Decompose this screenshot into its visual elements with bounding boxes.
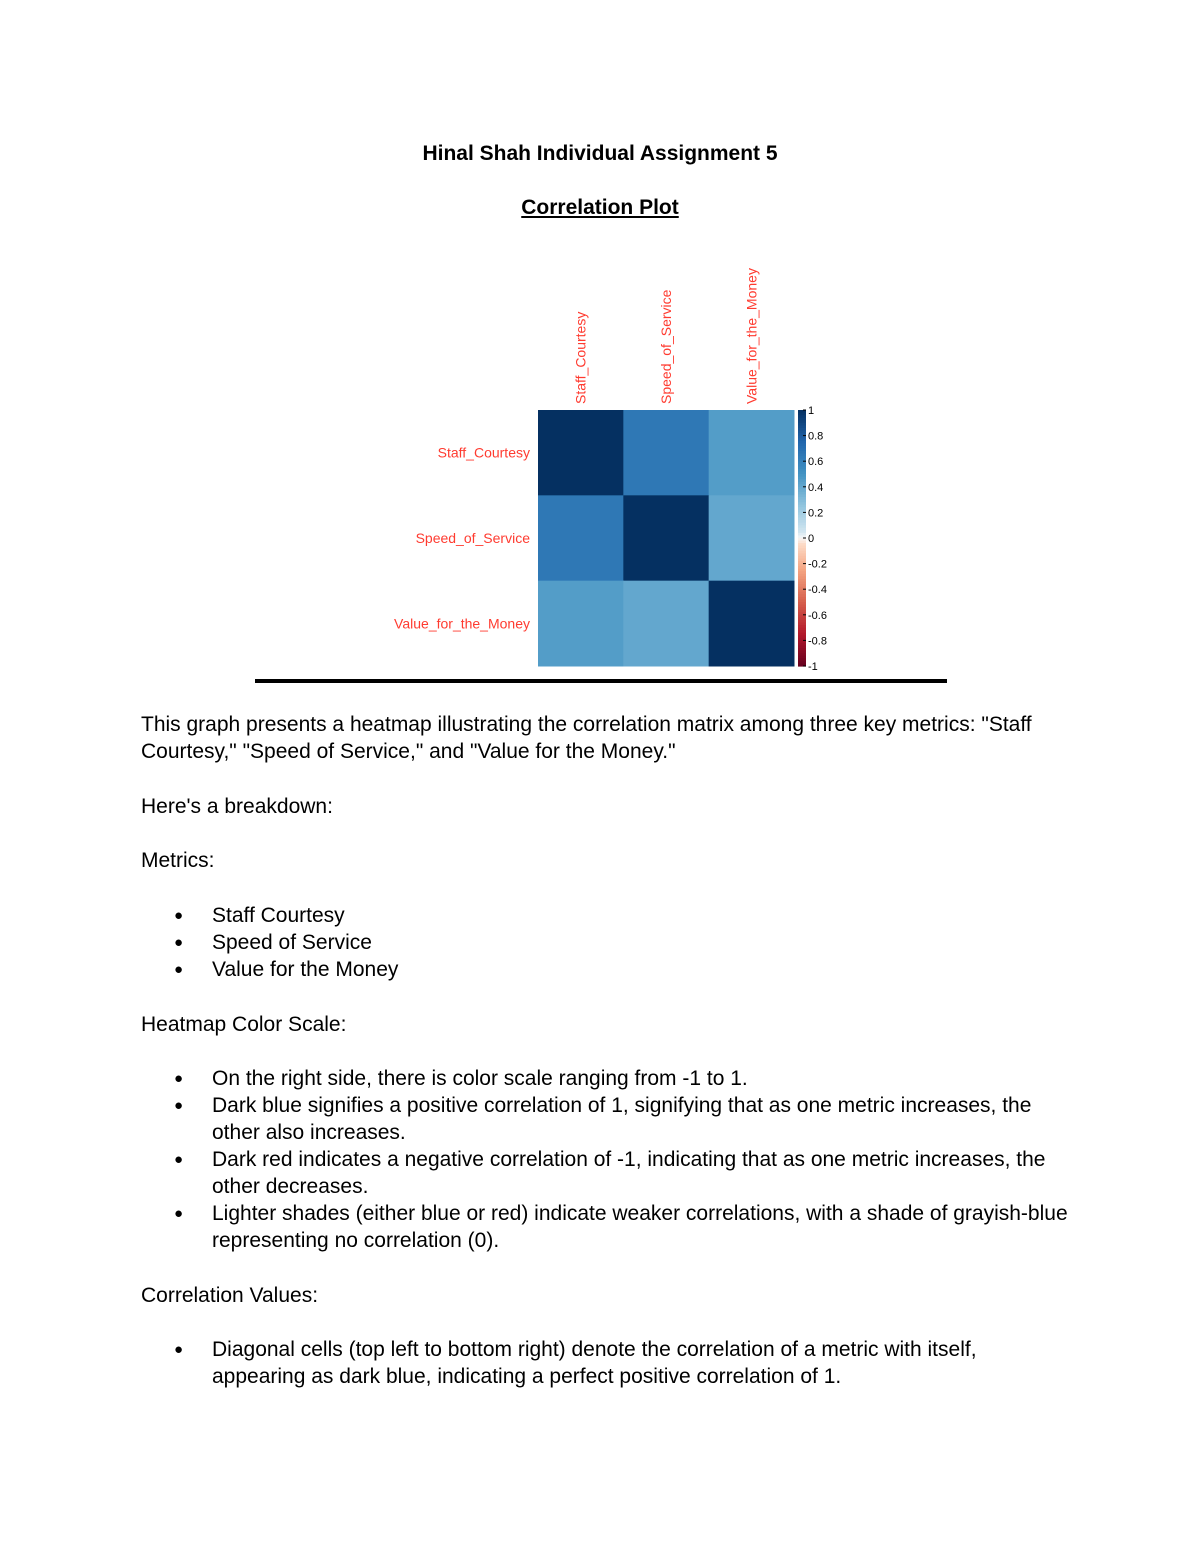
breakdown-heading: Here's a breakdown: [141, 795, 333, 818]
colorbar-tick-label: -0.6 [808, 609, 827, 622]
colorbar-tick-label: 0 [808, 533, 815, 545]
bullet-icon: ● [174, 1097, 184, 1114]
horizontal-rule [255, 679, 947, 683]
colorbar-tick-label: 0.4 [808, 481, 824, 494]
bullet-icon: ● [174, 1341, 184, 1358]
row-label-Speed_of_Service: Speed_of_Service [415, 530, 530, 546]
bullet-icon: ● [174, 934, 184, 951]
row-label-Value_for_the_Money: Value_for_the_Money [394, 615, 530, 632]
list-item: ● Staff Courtesy [174, 904, 345, 927]
heatmap-cell-Speed_of_Service-Speed_of_Service [623, 495, 709, 581]
colorbar-tick-label: 1 [808, 405, 815, 417]
correlation-heatmap [0, 0, 1200, 700]
column-label-Speed_of_Service: Speed_of_Service [658, 289, 674, 404]
list-item: ● Diagonal cells (top left to bottom right) denote the correlation of a metric with itself, appearing as dark blue, indicating a perfect positive correlation of 1. [174, 1338, 977, 1388]
chart-heading: Correlation Plot [521, 196, 679, 219]
heatmap-cell-Value_for_the_Money-Value_for_the_Money [709, 581, 795, 667]
colorbar-tick-label: -0.2 [808, 558, 827, 571]
bullet-icon: ● [174, 1205, 184, 1222]
column-label-Staff_Courtesy: Staff_Courtesy [572, 311, 589, 404]
row-label-Staff_Courtesy: Staff_Courtesy [437, 444, 530, 461]
heatmap-cell-Staff_Courtesy-Speed_of_Service [623, 410, 709, 496]
list-item: ● Dark red indicates a negative correlation of -1, indicating that as one metric increases, the other decreases. [174, 1148, 1046, 1198]
heatmap-cell-Value_for_the_Money-Staff_Courtesy [538, 581, 624, 667]
bullet-icon: ● [174, 907, 184, 924]
metrics-list [141, 902, 1071, 983]
correlation-values-heading: Correlation Values: [141, 1284, 319, 1307]
heatmap-cell-Speed_of_Service-Staff_Courtesy [538, 495, 624, 581]
colorbar-tick-label: 0.2 [808, 507, 824, 520]
bullet-icon: ● [174, 1151, 184, 1168]
heatmap-cell-Value_for_the_Money-Speed_of_Service [623, 581, 709, 667]
intro-paragraph: This graph presents a heatmap illustrating the correlation matrix among three key metrics: "Staff Courtesy," "Speed of Service," and "Value for the Money." [141, 713, 1032, 763]
column-label-Value_for_the_Money: Value_for_the_Money [743, 268, 760, 404]
bullet-icon: ● [174, 1070, 184, 1087]
list-item: ● Lighter shades (either blue or red) indicate weaker correlations, with a shade of grayish-blue representing no correlation (0). [174, 1202, 1068, 1252]
document-title: Hinal Shah Individual Assignment 5 [422, 142, 778, 165]
heatmap-cell-Staff_Courtesy-Staff_Courtesy [538, 410, 624, 496]
correlation-values-list [141, 1336, 1071, 1390]
list-item: ● Dark blue signifies a positive correlation of 1, signifying that as one metric increases, the other also increases. [174, 1094, 1032, 1144]
list-item: ● Speed of Service [174, 931, 372, 954]
colorbar-tick-label: -0.8 [808, 635, 827, 648]
metrics-heading: Metrics: [141, 849, 215, 872]
color-scale-list [141, 1065, 1071, 1254]
colorbar-tick-label: -1 [808, 661, 818, 673]
colorbar-tick-label: -0.4 [808, 584, 827, 597]
bullet-icon: ● [174, 961, 184, 978]
heatmap-cell-Staff_Courtesy-Value_for_the_Money [709, 410, 795, 496]
colorbar-tick-label: 0.8 [808, 430, 824, 443]
heatmap-cell-Speed_of_Service-Value_for_the_Money [709, 495, 795, 581]
colorbar-tick-label: 0.6 [808, 456, 824, 469]
list-item: ● On the right side, there is color scale ranging from -1 to 1. [174, 1067, 748, 1090]
color-scale-heading: Heatmap Color Scale: [141, 1013, 347, 1036]
list-item: ● Value for the Money [174, 958, 399, 981]
